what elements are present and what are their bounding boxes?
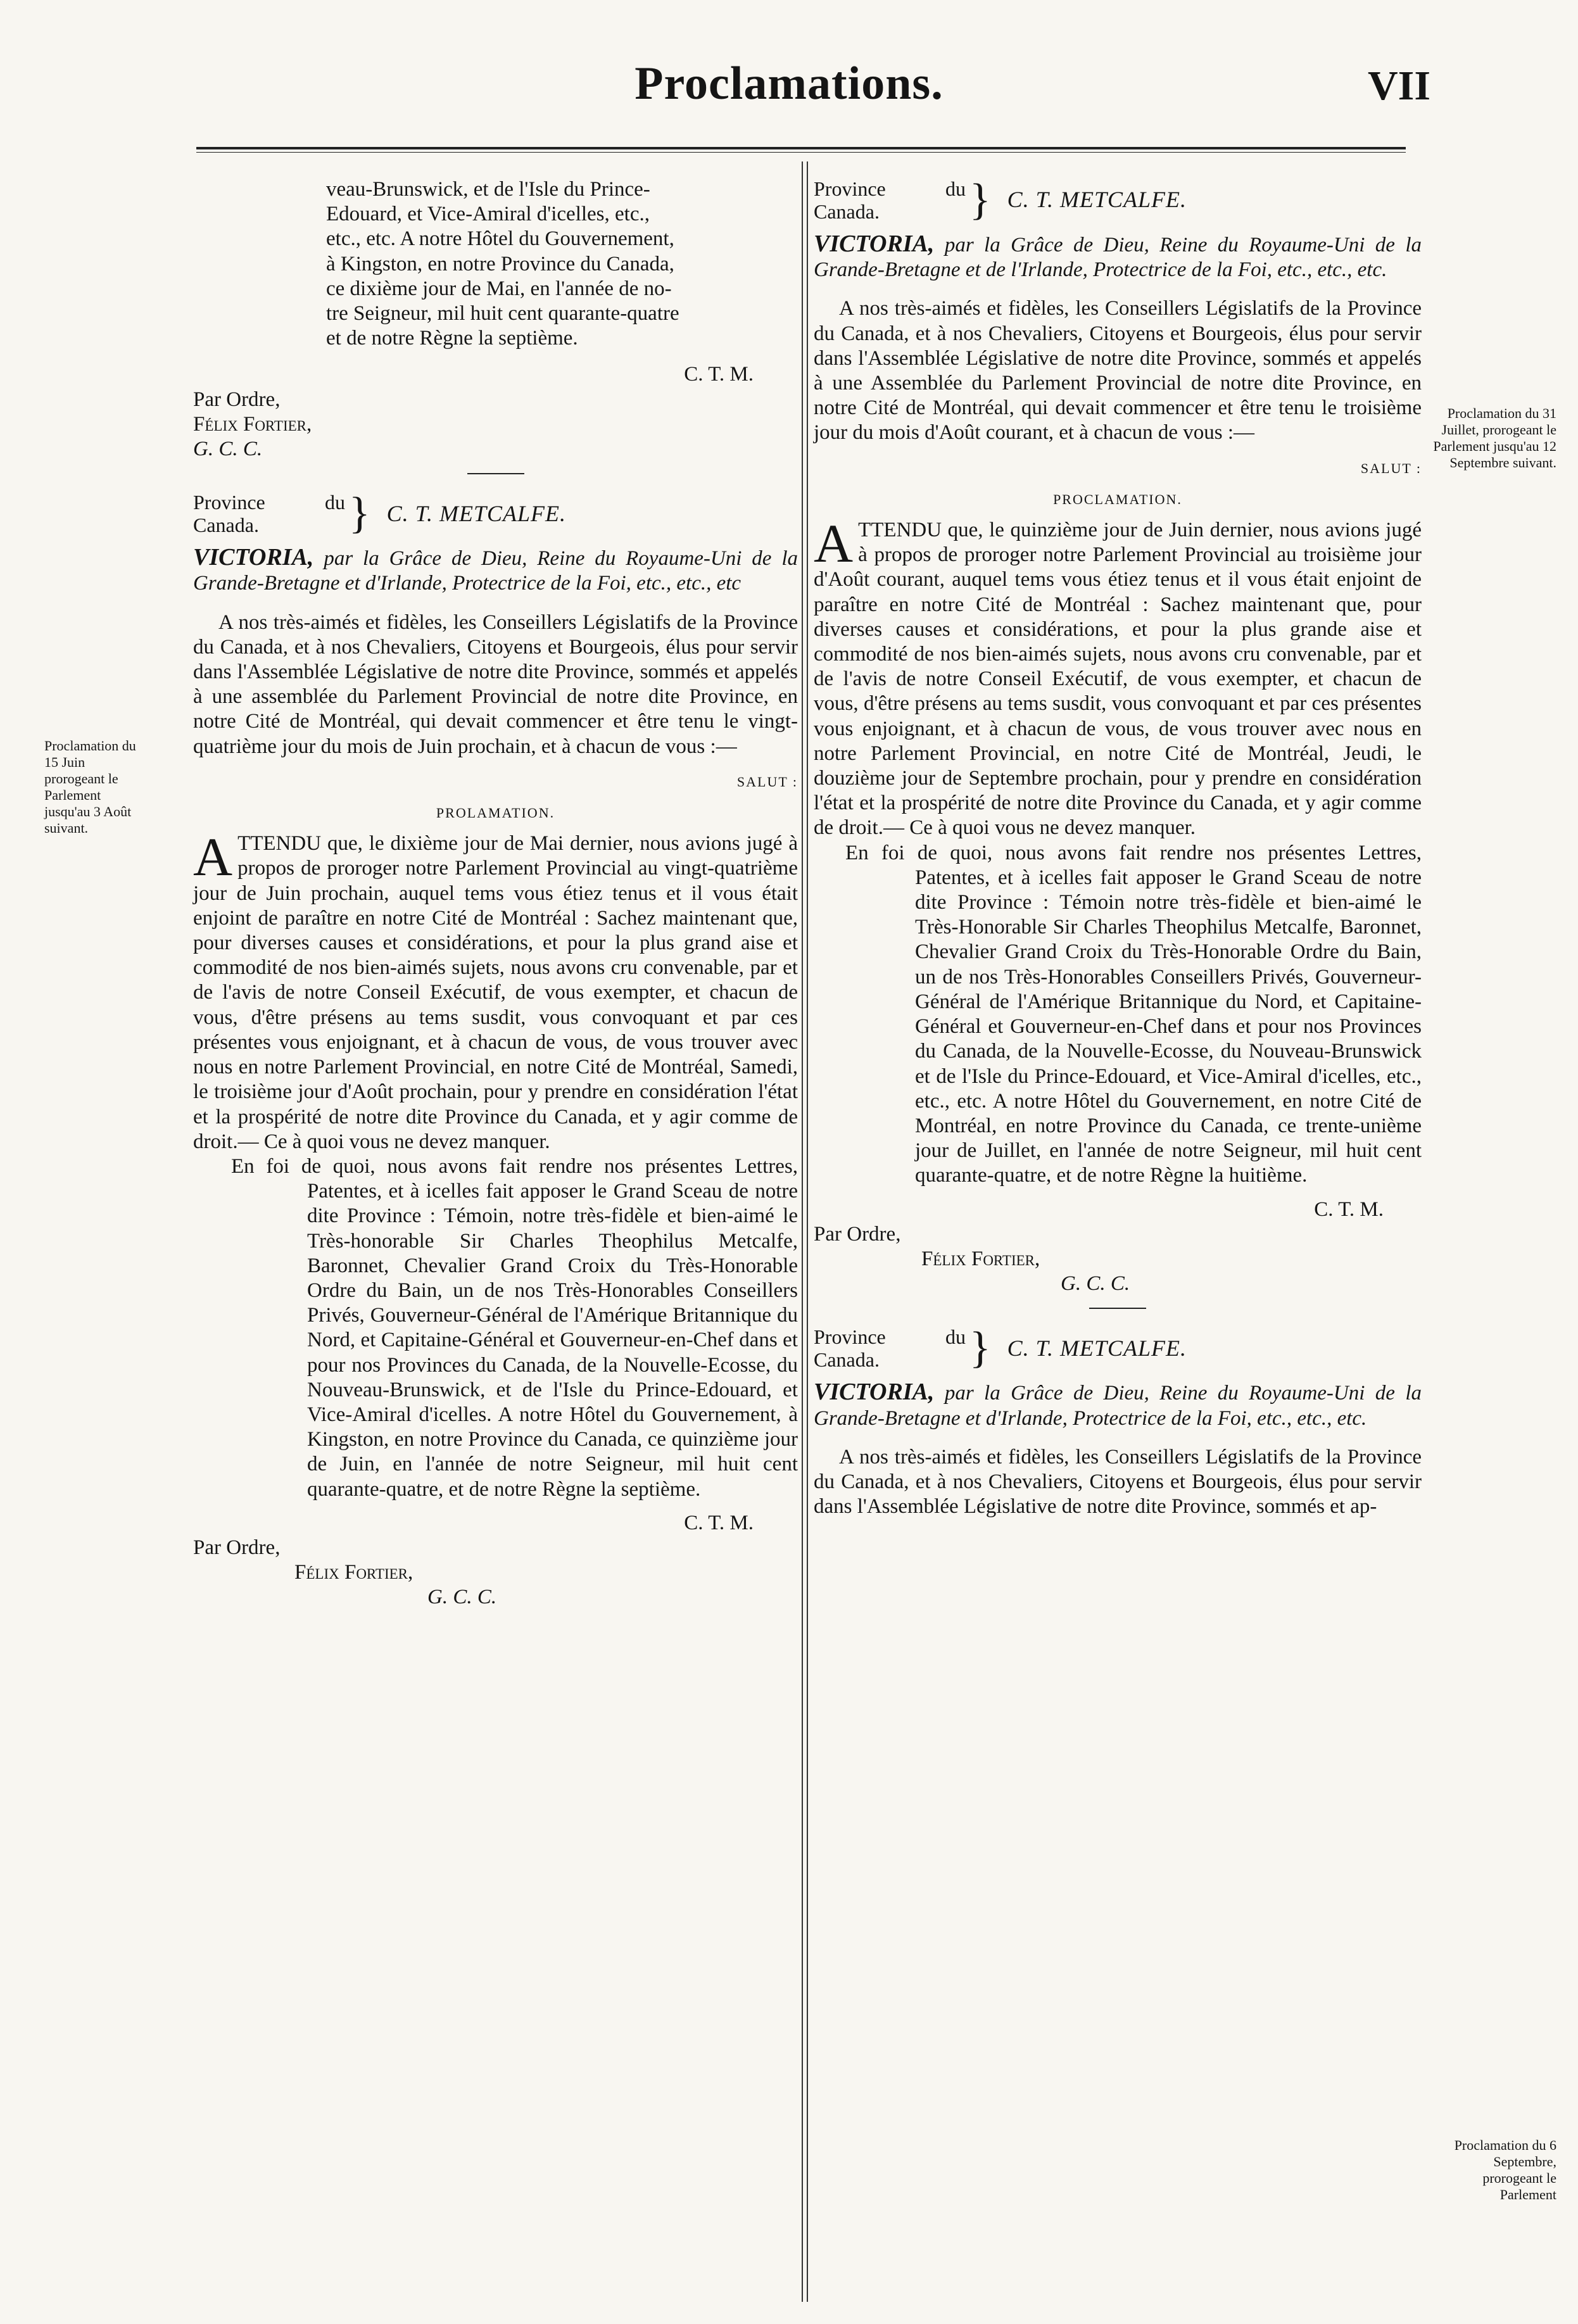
margin-note-right-2: Proclamation du 6 Septembre, prorogeant le Parlement bbox=[1454, 2137, 1556, 2202]
en-foi-paragraph: En foi de quoi, nous avons fait rendre nos présentes Lettres, Patentes, et à icelles fait apposer le Grand Sceau de notre dite Province : Témoin, notre très-fidèle et bien-aimé le Très-honorable Sir Charles Theophilus Metcalfe, Baronnet, Chevalier Grand Croix du Très-Honorable Ordre du Bain, un de nos Très-Honorables Conseillers Privés, Gouverneur-Général de l'Amérique Britannique du Nord, et Capitaine-Général et Gouverneur-en-Chef dans et pour nos Provinces du Canada, de la Nouvelle-Ecosse, du Nouveau-Brunswick, et de l'Isle du Prince-Edouard, et Vice-Amiral d'icelles. A notre Hôtel du Gouvernement, à Kingston, en notre Province du Canada, ce quinzième jour de Juin, en l'année de notre Seigneur, mil huit cent quarante-quatre, et de notre Règne la septième. bbox=[231, 1154, 798, 1501]
province-heading bbox=[193, 491, 798, 536]
signature: C. T. M. bbox=[684, 1511, 754, 1534]
province-label: Province du Canada. bbox=[814, 177, 966, 223]
proclamation-heading: PROLAMATION. bbox=[436, 805, 555, 821]
attendu-paragraph bbox=[814, 513, 1422, 841]
province-heading-2 bbox=[814, 1325, 1422, 1371]
signatory-fortier: Félix Fortier, bbox=[921, 1247, 1040, 1270]
victoria-title: VICTORIA, bbox=[193, 544, 314, 571]
left-top-block bbox=[326, 177, 798, 351]
left-top-line: et de notre Règne la septième. bbox=[326, 327, 578, 350]
royal-title bbox=[193, 545, 798, 596]
royal-title-2 bbox=[814, 1380, 1422, 1430]
signature: C. T. M. bbox=[684, 363, 754, 386]
column-divider-inner bbox=[807, 161, 808, 2302]
section-rule bbox=[1089, 1308, 1146, 1309]
province-label: Province du Canada. bbox=[814, 1325, 966, 1372]
brace-glyph: } bbox=[969, 1323, 991, 1373]
margin-note-left: Proclamation du 15 Juin prorogeant le Parlement jusqu'au 3 Août suivant. bbox=[44, 738, 136, 836]
margin-note-right-1: Proclamation du 31 Juillet, prorogeant le Parlement jusqu'au 12 Septembre suivant. bbox=[1433, 405, 1556, 470]
left-top-line: Edouard, et Vice-Amiral d'icelles, etc., bbox=[326, 203, 650, 226]
governor-name: C. T. METCALFE. bbox=[386, 500, 566, 526]
section-rule bbox=[467, 473, 524, 474]
attendu-text: TTENDU que, le dixième jour de Mai dernier, nous avions jugé à propos de proroger notre Parlement Provincial au vingt-quatrième jour de Juin prochain, auquel tems vous étiez tenus et il vous était enjoint de paraître en notre Cité de Montréal : Sachez maintenant que, pour diverses causes et considérations, et pour la plus grand aise et commodité de nos bien-aimés sujets, nous avons cru convenable, par et de l'avis de notre Conseil Exécutif, de vous exempter, et chacun de vous, d'être présens au tems susdit, vous convoquant et par ces présentes vous enjoignant, et à chacun de vous, de vous trouver avec nous en notre Parlement Provincial, en notre Cité de Montréal, Samedi, le troisième jour d'Août prochain, pour y prendre en considération l'état et la prospérité de notre dite Province du Canada, et y agir comme de droit.— Ce à quoi vous ne devez manquer. bbox=[193, 832, 798, 1153]
attendu-paragraph bbox=[193, 826, 798, 1154]
proclamation-heading: PROCLAMATION. bbox=[1053, 491, 1182, 507]
victoria-text: par la Grâce de Dieu, Reine du Royaume-Uni de la Grande-Bretagne et d'Irlande, Protectrice de la Foi, etc., etc., etc. bbox=[814, 1382, 1422, 1430]
signatory-fortier: Félix Fortier, bbox=[294, 1561, 413, 1584]
province-label: Province du Canada. bbox=[193, 491, 345, 537]
address-paragraph-2: A nos très-aimés et fidèles, les Conseillers Législatifs de la Province du Canada, et à nos Chevaliers, Citoyens et Bourgeois, élus pour servir dans l'Assemblée Législative de notre dite Province, sommés et ap- bbox=[814, 1445, 1422, 1519]
header-rule bbox=[196, 147, 1406, 153]
address-paragraph: A nos très-aimés et fidèles, les Conseillers Législatifs de la Province du Canada, et à nos Chevaliers, Citoyens et Bourgeois, élus pour servir dans l'Assemblée Législative de notre dite Province, sommés et appelés à une Assemblée du Parlement Provincial de notre dite Province, en notre Cité de Montréal, qui devait commencer et être tenu le troisième jour du mois d'Août courant, et à chacun de vous :— bbox=[814, 297, 1422, 445]
victoria-text: par la Grâce de Dieu, Reine du Royaume-Uni de la Grande-Bretagne et d'Irlande, Protectrice de la Foi, etc., etc., etc bbox=[193, 547, 798, 595]
attendu-text: TTENDU que, le quinzième jour de Juin dernier, nous avions jugé à propos de proroger notre Parlement Provincial au troisième jour d'Août courant, auquel tems vous étiez tenus et il vous était enjoint de paraître en notre Cité de Montréal : Sachez maintenant que, pour diverses causes et considérations, et pour la plus grande aise et commodité de nos bien-aimés sujets, nous avons cru convenable, par et de l'avis de notre Conseil Exécutif, de vous exempter, et chacun de vous, d'être présens au tems susdit, vous convoquant et par ces présentes vous enjoignant, et à chacun de vous, de vous trouver avec nous en notre Parlement Provincial, en notre Cité de Montréal, Jeudi, le douzième jour de Septembre prochain, pour y prendre en considération l'état et la prospérité de notre dite Province du Canada, et y agir comme de droit.— Ce à quoi vous ne devez manquer. bbox=[814, 519, 1422, 840]
signatory-gcc: G. C. C. bbox=[427, 1586, 497, 1609]
signature: C. T. M. bbox=[1314, 1197, 1384, 1221]
left-top-line: ce dixième jour de Mai, en l'année de no- bbox=[326, 277, 672, 300]
salut-label: SALUT : bbox=[1360, 460, 1422, 476]
par-ordre: Par Ordre, bbox=[193, 388, 281, 411]
governor-name: C. T. METCALFE. bbox=[1007, 187, 1187, 213]
column-divider bbox=[802, 161, 803, 2302]
royal-title bbox=[814, 232, 1422, 282]
left-top-line: veau-Brunswick, et de l'Isle du Prince- bbox=[326, 178, 650, 201]
left-column bbox=[193, 177, 798, 1610]
address-paragraph: A nos très-aimés et fidèles, les Conseillers Législatifs de la Province du Canada, et à nos Chevaliers, Citoyens et Bourgeois, élus pour servir dans l'Assemblée Législative de notre dite Province, sommés et appelés à une assemblée du Parlement Provincial de notre dite Province, en notre Cité de Montréal, qui devait commencer et être tenu le vingt-quatrième jour du mois de Juin prochain, et à chacun de vous :— bbox=[193, 610, 798, 758]
brace-glyph: } bbox=[349, 489, 370, 538]
victoria-title: VICTORIA, bbox=[814, 231, 935, 257]
drop-cap: A bbox=[193, 826, 233, 888]
par-ordre: Par Ordre, bbox=[814, 1222, 901, 1246]
left-top-line: à Kingston, en notre Province du Canada, bbox=[326, 252, 674, 275]
page-title: Proclamations. bbox=[634, 58, 944, 110]
brace-glyph: } bbox=[969, 175, 991, 224]
signatory-gcc: G. C. C. bbox=[1061, 1272, 1130, 1296]
governor-name: C. T. METCALFE. bbox=[1007, 1335, 1187, 1361]
drop-cap: A bbox=[814, 513, 854, 574]
province-heading bbox=[814, 177, 1422, 223]
left-top-line: etc., etc. A notre Hôtel du Gouvernement, bbox=[326, 227, 674, 251]
salut-label: SALUT : bbox=[736, 773, 798, 790]
left-top-line: tre Seigneur, mil huit cent quarante-quatre bbox=[326, 302, 679, 325]
signatory-gcc: G. C. C. bbox=[193, 438, 263, 461]
victoria-title: VICTORIA, bbox=[814, 1379, 935, 1406]
signatory-fortier: Félix Fortier, bbox=[193, 412, 312, 436]
page-number: VII bbox=[1368, 63, 1431, 109]
en-foi-paragraph: En foi de quoi, nous avons fait rendre nos présentes Lettres, Patentes, et à icelles fait apposer le Grand Sceau de notre dite Province : Témoin notre très-fidèle et bien-aimé le Très-Honorable Sir Charles Theophilus Metcalfe, Baronnet, Chevalier Grand Croix du Très-Honorable Ordre du Bain, un de nos Très-Honorables Conseillers Privés, Gouverneur-Général de l'Amérique Britannique du Nord, et Capitaine-Général et Gouverneur-en-Chef dans et pour nos Provinces du Canada, de la Nouvelle-Ecosse, du Nouveau-Brunswick et de l'Isle du Prince-Edouard, et Vice-Amiral d'icelles, etc., etc., etc. A notre Hôtel du Gouvernement, en notre Cité de Montréal, en notre Province du Canada, ce trente-unième jour de Juillet, en l'année de notre Seigneur, mil huit cent quarante-quatre, et de notre Règne la huitième. bbox=[845, 841, 1422, 1187]
victoria-text: par la Grâce de Dieu, Reine du Royaume-Uni de la Grande-Bretagne et de l'Irlande, Protectrice de la Foi, etc., etc., etc. bbox=[814, 234, 1422, 282]
right-column bbox=[814, 177, 1422, 1519]
par-ordre: Par Ordre, bbox=[193, 1536, 281, 1559]
